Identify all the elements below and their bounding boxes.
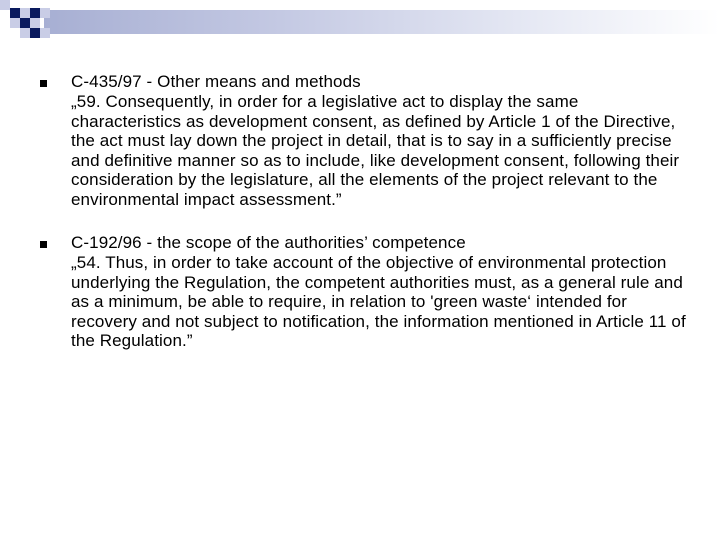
decor-square bbox=[20, 18, 30, 28]
decor-square bbox=[30, 8, 40, 18]
decor-square bbox=[10, 8, 20, 18]
decor-square bbox=[30, 18, 40, 28]
bullet-item bbox=[40, 72, 690, 209]
decor-square bbox=[20, 8, 30, 18]
decor-square bbox=[30, 28, 40, 38]
decor-square bbox=[20, 28, 30, 38]
case-heading: C-192/96 - the scope of the authorities’ competence bbox=[71, 233, 466, 252]
header-gradient-band bbox=[44, 10, 720, 34]
case-heading: C-435/97 - Other means and methods bbox=[71, 72, 361, 91]
decor-square bbox=[40, 28, 50, 38]
bullet-square-icon bbox=[40, 80, 47, 87]
header-decoration bbox=[0, 0, 720, 46]
decor-square bbox=[40, 8, 50, 18]
bullet-item bbox=[40, 233, 690, 351]
decor-square bbox=[10, 18, 20, 28]
bullet-square-icon bbox=[40, 241, 47, 248]
case-quote: „59. Consequently, in order for a legislative act to display the same characteristics as development consent, as defined by Article 1 of the Directive, the act must lay down the project in detail, that is to say in a sufficiently precise and definitive manner so as to include, like development consent, following their consideration by the legislature, all the elements of the project relevant to the environmental impact assessment.” bbox=[71, 92, 680, 209]
case-quote: „54. Thus, in order to take account of the objective of environmental protection underlying the Regulation, the competent authorities must, as a general rule and as a minimum, be able to require, in relation to 'green waste‘ intended for recovery and not subject to notification, the information mentioned in Article 11 of the Regulation.” bbox=[71, 253, 686, 350]
decor-square bbox=[0, 0, 10, 10]
slide-body bbox=[40, 72, 690, 375]
